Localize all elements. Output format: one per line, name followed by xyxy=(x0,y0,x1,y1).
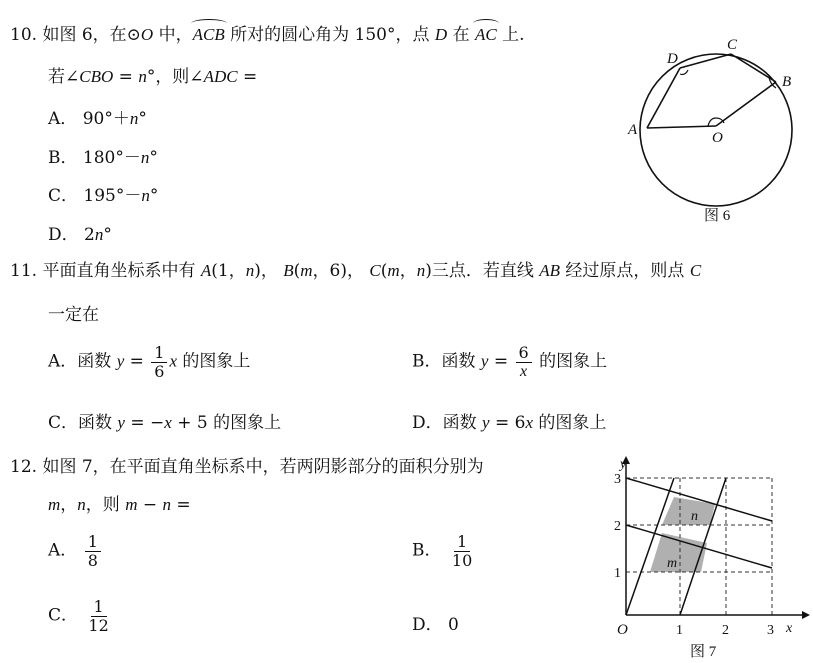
option-text: 2 xyxy=(84,225,95,245)
option-var: n xyxy=(129,109,139,128)
q11-line-ab: AB xyxy=(539,261,561,280)
figure-6 xyxy=(620,30,810,230)
q12-option-d[interactable] xyxy=(412,610,459,635)
fraction-numerator: 1 xyxy=(151,344,167,363)
region-m-label: m xyxy=(667,556,678,571)
q10-option-d[interactable] xyxy=(48,220,112,245)
q11-option-c[interactable] xyxy=(48,408,281,433)
q10-option-b[interactable] xyxy=(48,143,158,168)
q10-arc-ac: AC xyxy=(474,25,497,44)
angle-mark-d xyxy=(680,70,688,75)
q11-stem-text: )三点．若直线 xyxy=(425,261,540,281)
q11-stem-text: ( xyxy=(380,261,388,281)
q11-stem xyxy=(10,256,701,281)
q12-option-b[interactable] xyxy=(412,533,477,569)
option-text: 函数 xyxy=(77,351,117,372)
option-letter: D． xyxy=(48,225,79,245)
q11-stem-text: )， xyxy=(254,261,278,281)
fraction-denominator: 12 xyxy=(88,615,109,635)
q11-point-a: A xyxy=(200,261,212,280)
q12-var-n: n xyxy=(77,495,86,514)
option-text: 函数 xyxy=(441,351,481,372)
q10-var-n: n xyxy=(138,67,147,86)
y-tick-2: 2 xyxy=(614,519,621,534)
q10-stem-text: 在 xyxy=(447,25,475,45)
option-text: ° xyxy=(103,225,112,245)
segment-ob xyxy=(716,82,776,126)
fraction xyxy=(85,598,111,634)
q10-var-d: D xyxy=(434,25,448,44)
fraction-numerator: 6 xyxy=(516,344,532,363)
q12-var-n: n xyxy=(162,495,172,514)
fraction-denominator: 10 xyxy=(451,550,473,570)
option-var: x xyxy=(525,413,534,432)
figure-7 xyxy=(614,450,810,662)
segment-ad xyxy=(647,68,680,128)
option-text: = 6 xyxy=(489,413,526,433)
option-text: ° xyxy=(149,148,158,168)
option-letter: A． xyxy=(48,109,78,129)
option-letter: B． xyxy=(412,351,442,372)
option-var: y xyxy=(482,413,490,432)
label-c: C xyxy=(727,37,738,53)
option-text: 的图象上 xyxy=(533,413,607,433)
q12-option-c[interactable] xyxy=(48,598,114,634)
q12-stem-text: = xyxy=(171,495,191,515)
fraction-denominator: 8 xyxy=(87,550,98,570)
x-tick-2: 2 xyxy=(722,623,729,638)
q11-point-c-ref: C xyxy=(689,261,702,280)
label-d: D xyxy=(667,51,678,67)
q12-stem-line2 xyxy=(48,490,191,515)
q10-arc-acb: ACB xyxy=(192,25,225,44)
option-text: 函数 xyxy=(78,413,118,433)
q10-stem-text: 上. xyxy=(496,25,525,45)
x-axis-arrow xyxy=(802,611,810,619)
label-a: A xyxy=(628,122,638,138)
q10-stem xyxy=(10,20,525,45)
q12-var-m: m xyxy=(125,495,138,514)
q11-stem-text: (1， xyxy=(211,261,246,281)
figure-7-caption: 图 7 xyxy=(690,644,717,660)
fraction xyxy=(449,533,475,569)
q10-stem-text: 所对的圆心角为 150°，点 xyxy=(224,25,435,45)
option-var: y xyxy=(117,413,125,432)
option-text: 180°－ xyxy=(82,148,141,168)
q12-number: 12. xyxy=(10,457,38,477)
q12-stem-text: − xyxy=(137,495,163,515)
option-letter: A． xyxy=(48,540,78,561)
q11-number: 11. xyxy=(10,261,38,281)
option-var: n xyxy=(94,225,104,244)
option-text: 90°＋ xyxy=(82,109,130,129)
option-letter: B． xyxy=(412,540,442,561)
option-text: = − xyxy=(124,413,165,433)
y-tick-3: 3 xyxy=(614,472,621,487)
q11-var-m: m xyxy=(387,261,400,280)
option-text: 的图象上 xyxy=(533,351,608,372)
q12-stem-text: ，则 xyxy=(85,495,126,515)
fraction-denominator: 6 xyxy=(154,361,165,381)
option-var: y xyxy=(116,351,125,371)
q10-cond-text: = xyxy=(113,67,139,87)
option-text: = xyxy=(124,351,150,372)
q10-cond-text: °，则∠ xyxy=(146,67,204,87)
option-text: ° xyxy=(138,109,147,129)
q11-var-n: n xyxy=(245,261,255,280)
option-value: 0 xyxy=(448,615,459,635)
fraction xyxy=(151,344,167,380)
option-text: + 5 的图象上 xyxy=(171,413,282,433)
q11-stem-text: 平面直角坐标系中有 xyxy=(42,261,201,281)
option-text: 函数 xyxy=(442,413,483,433)
q11-point-c: C xyxy=(369,261,381,280)
q10-number: 10. xyxy=(10,25,38,45)
fraction-numerator: 1 xyxy=(91,598,107,617)
axis-x-label: x xyxy=(786,621,793,636)
x-tick-3: 3 xyxy=(767,623,774,638)
option-letter: C． xyxy=(48,413,79,433)
option-var: y xyxy=(480,351,489,371)
label-b: B xyxy=(782,74,792,90)
option-letter: D． xyxy=(412,413,443,433)
option-letter: C． xyxy=(48,605,79,626)
q12-stem xyxy=(10,452,484,477)
option-text: = xyxy=(488,351,514,372)
option-var: x xyxy=(164,413,172,432)
q10-cond-text: = xyxy=(237,67,258,87)
q12-stem-text: ， xyxy=(60,495,78,515)
q10-option-a[interactable] xyxy=(48,104,147,129)
axis-y-label: y xyxy=(620,457,627,472)
option-text: ° xyxy=(149,186,159,206)
option-letter: A． xyxy=(48,351,78,372)
fraction xyxy=(85,533,101,569)
q10-var-adc: ADC xyxy=(203,67,238,86)
segment-ao xyxy=(647,126,716,128)
q11-stem-line2: 一定在 xyxy=(48,305,99,325)
q11-var-n: n xyxy=(416,261,426,280)
x-tick-1: 1 xyxy=(676,623,683,638)
q11-stem-text: ， xyxy=(399,261,417,281)
q11-point-b: B xyxy=(283,261,294,280)
y-tick-1: 1 xyxy=(614,566,621,581)
option-letter: C． xyxy=(48,186,79,206)
q10-condition xyxy=(48,62,257,87)
option-letter: D． xyxy=(412,615,443,635)
q10-stem-text: 中， xyxy=(153,25,193,45)
fraction-numerator: 1 xyxy=(85,533,101,552)
fraction-denominator: x xyxy=(520,362,528,380)
origin-label: O xyxy=(617,622,628,638)
q10-option-c[interactable] xyxy=(48,181,158,206)
q11-stem-text: ( xyxy=(293,261,301,281)
q11-stem-text: 经过原点，则点 xyxy=(560,261,690,281)
q10-var-o: O xyxy=(140,25,154,44)
option-var: n xyxy=(140,148,150,167)
q12-stem-text: 如图 7，在平面直角坐标系中，若两阴影部分的面积分别为 xyxy=(42,457,484,477)
label-o: O xyxy=(712,130,723,146)
fraction-numerator: 1 xyxy=(454,533,470,552)
option-letter: B． xyxy=(48,148,78,168)
option-text: 195°－ xyxy=(83,186,142,206)
q10-var-cbo: CBO xyxy=(79,67,114,86)
q10-cond-text: 若∠ xyxy=(48,67,80,87)
q10-stem-text: 如图 6，在⊙ xyxy=(42,25,141,45)
option-var: x xyxy=(169,351,178,371)
q12-option-a[interactable] xyxy=(48,533,103,569)
q11-option-d[interactable] xyxy=(412,408,606,433)
q11-stem-text: ，6)， xyxy=(312,261,365,281)
option-var: n xyxy=(141,186,150,205)
region-n-label: n xyxy=(691,509,698,524)
fraction xyxy=(516,344,532,380)
q12-var-m: m xyxy=(48,495,61,514)
figure-6-caption: 图 6 xyxy=(704,208,731,224)
q11-option-a[interactable] xyxy=(48,344,250,380)
q11-var-m: m xyxy=(300,261,313,280)
region-m xyxy=(650,533,707,572)
option-text: 的图象上 xyxy=(177,351,251,372)
q11-option-b[interactable] xyxy=(412,344,607,380)
segment-dc xyxy=(680,54,731,68)
